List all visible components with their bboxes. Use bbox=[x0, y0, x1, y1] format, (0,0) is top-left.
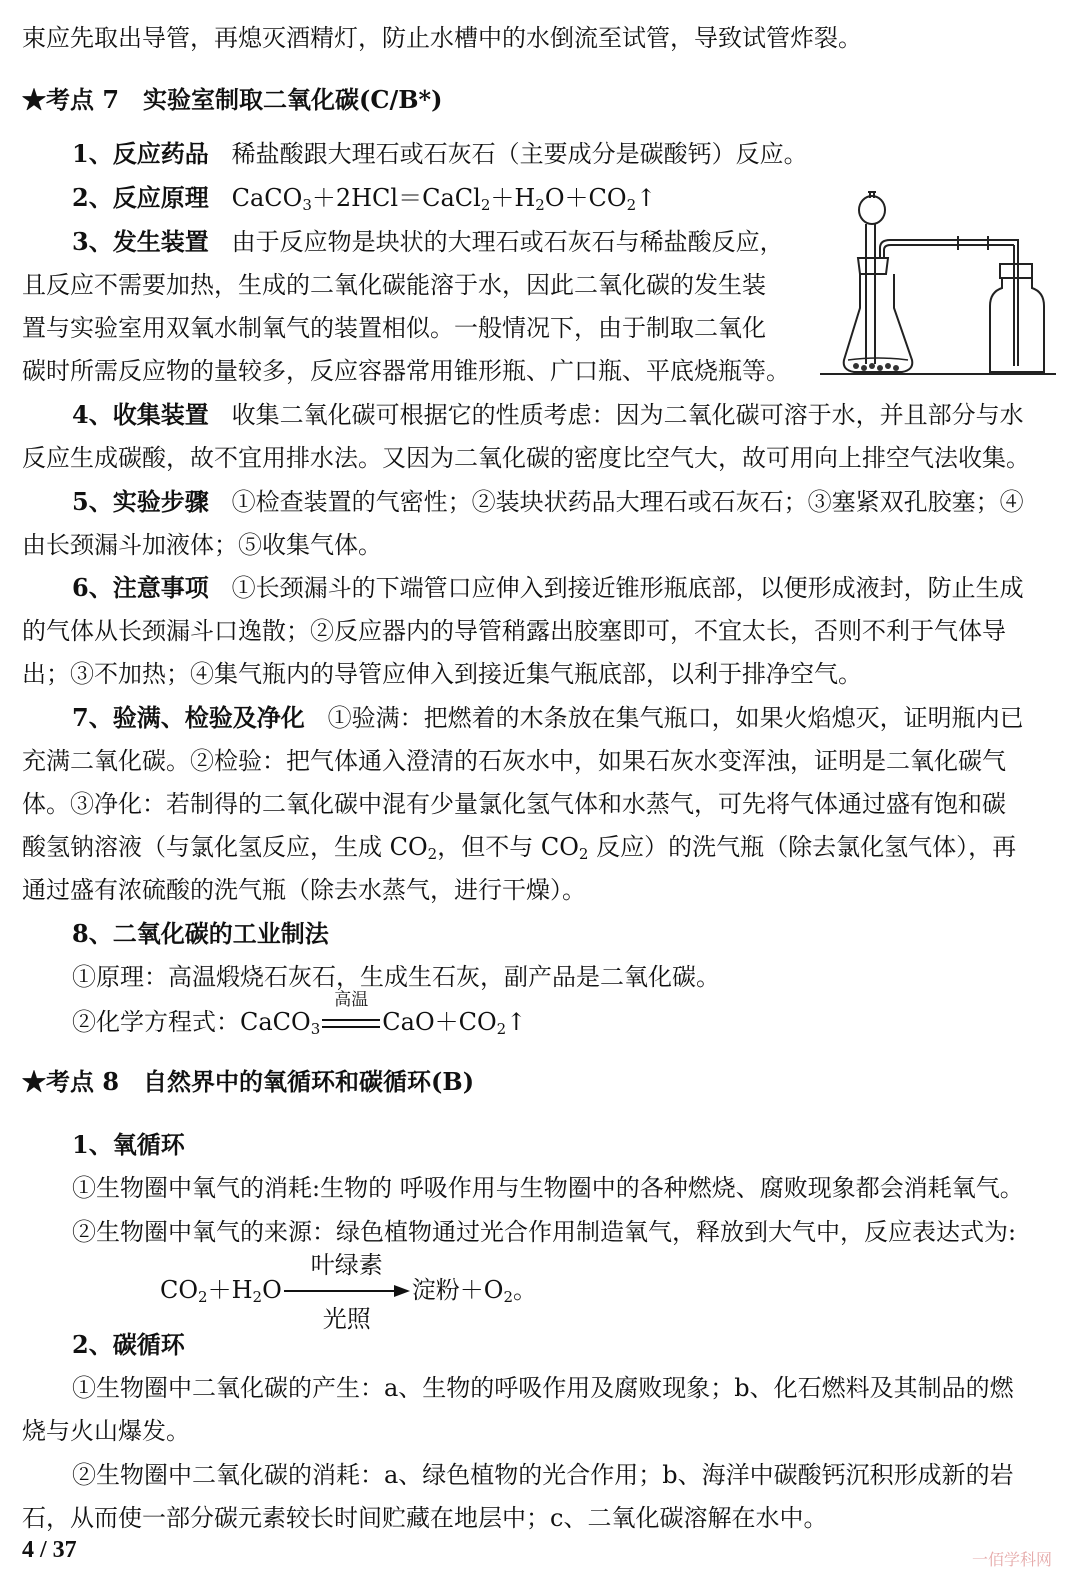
text-line: ①生物圈中二氧化碳的产生：a、生物的呼吸作用及腐败现象；b、化石燃料及其制品的燃 bbox=[72, 1374, 1014, 1402]
item-1 bbox=[72, 138, 808, 170]
item-text: 稀盐酸跟大理石或石灰石（主要成分是碳酸钙）反应。 bbox=[231, 140, 808, 168]
item-8 bbox=[72, 918, 329, 950]
item-7 bbox=[72, 702, 1024, 734]
item-head: 4、收集装置 bbox=[72, 400, 209, 429]
text-line: 束应先取出导管，再熄灭酒精灯，防止水槽中的水倒流至试管，导致试管炸裂。 bbox=[22, 24, 862, 52]
text-line: 通过盛有浓硫酸的洗气瓶（除去水蒸气，进行干燥）。 bbox=[22, 876, 586, 904]
item-head: 3、发生装置 bbox=[72, 227, 209, 256]
item-head: 6、注意事项 bbox=[72, 573, 209, 602]
text-line: 烧与火山爆发。 bbox=[22, 1417, 190, 1445]
photosynthesis-equation: $CO_2+H_2O$ 叶绿素 光照 淀粉$+O_2$。 bbox=[160, 1250, 537, 1333]
text-line: 充满二氧化碳。②检验：把气体通入澄清的石灰水中，如果石灰水变浑浊，证明是二氧化碳气 bbox=[22, 747, 1006, 775]
text-line: 碳时所需反应物的量较多，反应容器常用锥形瓶、广口瓶、平底烧瓶等。 bbox=[22, 357, 790, 385]
reaction-condition: 高温 bbox=[322, 1012, 380, 1036]
reaction-arrow: 叶绿素 光照 bbox=[284, 1277, 410, 1307]
co2-apparatus-illustration bbox=[818, 188, 1058, 382]
text-line: 置与实验室用双氧水制氧气的装置相似。一般情况下，由于制取二氧化 bbox=[22, 314, 766, 342]
item-text: ①长颈漏斗的下端管口应伸入到接近锥形瓶底部，以便形成液封，防止生成 bbox=[231, 574, 1024, 602]
item-5 bbox=[72, 486, 1024, 518]
item-head: 5、实验步骤 bbox=[72, 487, 209, 516]
section-title-7: ★考点 7 实验室制取二氧化碳(C/B*) bbox=[22, 85, 443, 114]
item-text: 由于反应物是块状的大理石或石灰石与稀盐酸反应， bbox=[231, 228, 784, 256]
section-title-8: ★考点 8 自然界中的氧循环和碳循环(B) bbox=[22, 1067, 475, 1096]
text-line: 出；③不加热；④集气瓶内的导管应伸入到接近集气瓶底部，以利于排净空气。 bbox=[22, 660, 862, 688]
item-6 bbox=[72, 572, 1024, 604]
watermark: 一佰学科网 bbox=[972, 1550, 1053, 1569]
text-line: 酸氢钠溶液（与氯化氢反应，生成 $CO_2$，但不与 $CO_2$ 反应）的洗气瓶（除去氯化氢气体），再 bbox=[22, 833, 1017, 863]
subsection-carbon: 2、碳循环 bbox=[72, 1330, 185, 1359]
text-line: ②生物圈中氧气的来源：绿色植物通过光合作用制造氧气，释放到大气中，反应表达式为: bbox=[72, 1218, 1017, 1246]
subsection-oxygen: 1、氧循环 bbox=[72, 1130, 185, 1159]
text-line: ①原理：高温煅烧石灰石，生成生石灰，副产品是二氧化碳。 bbox=[72, 963, 720, 991]
item-head: 7、验满、检验及净化 bbox=[72, 703, 305, 732]
item-2 bbox=[72, 182, 656, 214]
text-line: 石，从而使一部分碳元素较长时间贮藏在地层中；c、二氧化碳溶解在水中。 bbox=[22, 1504, 828, 1532]
item-4 bbox=[72, 399, 1024, 431]
page-number: 4 / 37 bbox=[22, 1537, 77, 1563]
item-head: 1、反应药品 bbox=[72, 139, 209, 168]
text-line: ①生物圈中氧气的消耗:生物的 呼吸作用与生物圈中的各种燃烧、腐败现象都会消耗氧气。 bbox=[72, 1174, 1024, 1202]
item-head: 8、二氧化碳的工业制法 bbox=[72, 919, 329, 948]
text-line: ②生物圈中二氧化碳的消耗：a、绿色植物的光合作用；b、海洋中碳酸钙沉积形成新的岩 bbox=[72, 1461, 1014, 1489]
text-line: 反应生成碳酸，故不宜用排水法。又因为二氧化碳的密度比空气大，故可用向上排空气法收集。 bbox=[22, 444, 1030, 472]
text-line: 的气体从长颈漏斗口逸散；②反应器内的导管稍露出胶塞即可，不宜太长，否则不利于气体导 bbox=[22, 617, 1006, 645]
equation-line: ②化学方程式：CaCO$_3$ 高温 $CaO+CO_2↑$ bbox=[72, 989, 527, 1038]
item-text: 收集二氧化碳可根据它的性质考虑：因为二氧化碳可溶于水，并且部分与水 bbox=[231, 401, 1024, 429]
equation-caco3-hcl: $CaCO_3+2HCl=CaCl_2+H_2O+CO_2↑$ bbox=[231, 184, 657, 214]
item-text: ①检查装置的气密性；②装块状药品大理石或石灰石；③塞紧双孔胶塞；④ bbox=[231, 488, 1024, 516]
text-line: 由长颈漏斗加液体；⑤收集气体。 bbox=[22, 531, 382, 559]
text-line: 且反应不需要加热，生成的二氧化碳能溶于水，因此二氧化碳的发生装 bbox=[22, 271, 766, 299]
item-3 bbox=[72, 226, 784, 258]
item-text: ①验满：把燃着的木条放在集气瓶口，如果火焰熄灭，证明瓶内已 bbox=[327, 704, 1024, 732]
text-line: 体。③净化：若制得的二氧化碳中混有少量氯化氢气体和水蒸气，可先将气体通过盛有饱和碳 bbox=[22, 790, 1006, 818]
item-head: 2、反应原理 bbox=[72, 183, 209, 212]
